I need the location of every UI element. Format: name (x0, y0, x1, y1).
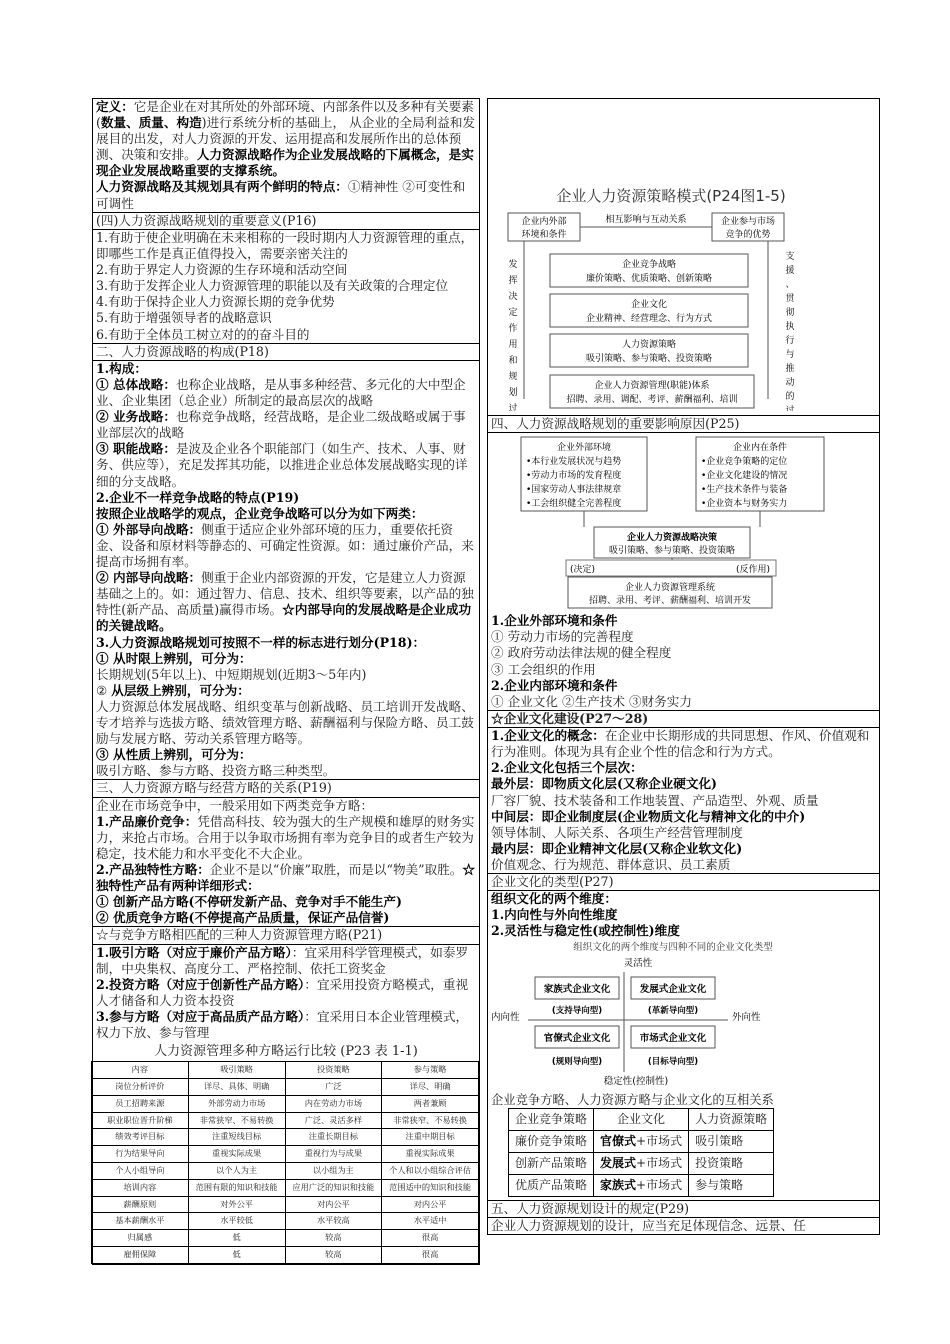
table-cell: 薪酬原则 (92, 1196, 189, 1213)
table-row (92, 1129, 479, 1146)
axis-right-label: 外向性 (732, 1011, 761, 1023)
market-culture-sub: (目标导向型) (647, 1056, 699, 1067)
nature-label: ③ 从性质上辨别，可分为： (96, 747, 252, 763)
advantage-box-line2: 竞争的优势 (725, 230, 771, 240)
side-label-char: 决 (508, 292, 518, 302)
table-cell: 内容 (92, 1062, 189, 1079)
section-title-composition: 二、人力资源战略的构成(P18) (93, 343, 479, 361)
culture-box-text: 企业精神、经营理念、行为方式 (585, 314, 713, 324)
participate-strategy: 3.参与方略（对应于高品质产品方略）：宜采用日本企业管理模式，权力下放、参与管理 (96, 1009, 469, 1041)
market-culture-label: 市场式企业文化 (639, 1032, 707, 1044)
external-env-title: 企业外部环境 (556, 443, 612, 454)
table-row (92, 1112, 479, 1129)
table-cell: 注重中期目标 (382, 1129, 479, 1146)
list-item: 3.有助于发挥企业人力资源管理的职能以及有关政策的合理定位 (96, 278, 449, 294)
side-label-char: 挥 (508, 276, 518, 286)
table-row (92, 1146, 479, 1163)
feature-paragraph: 人力资源战略及其规划具有两个鲜明的特点：①精神性 ②可变性和可调性 (96, 179, 466, 211)
table-cell: 职业职位晋升阶梯 (92, 1112, 189, 1129)
table-cell: 廉价竞争策略 (509, 1130, 594, 1152)
side-label-char: 规 (508, 372, 518, 382)
uniqueness-strategy: 2.产品独特性方略：企业不是以“价廉”取胜，而是以“物美”取胜。☆独特性产品有两种详细形式： (96, 862, 475, 894)
table-cell: 很高 (382, 1230, 479, 1247)
react-label: (反作用) (736, 565, 771, 576)
table-cell: 对外公平 (188, 1196, 285, 1213)
internal-cond-item: •生产技术条件与装备 (701, 485, 788, 496)
table-cell: 对内公平 (382, 1196, 479, 1213)
table-cell: 优质产品策略 (509, 1174, 594, 1196)
invest-strategy: 2.投资方略（对应于创新性产品方略）：宜采用投资方略模式，重视人才储备和人力资本投资 (96, 976, 469, 1008)
table-cell: 范围有限的知识和技能 (188, 1179, 285, 1196)
table-row (509, 1108, 774, 1130)
hr-system-box-text: 招聘、录用、调配、考评、薪酬福利、培训 (566, 395, 738, 405)
table-row (92, 1163, 479, 1180)
attract-strategy: 1.吸引方略（对应于廉价产品方略）：宜采用科学管理模式，如泰罗制，中央集权、高度分工、严格控制、依托工资奖金 (96, 944, 469, 976)
table-cell: 官僚式+市场式 (594, 1130, 689, 1152)
advantage-box-line1: 企业参与市场 (720, 217, 776, 227)
design-text: 企业人力资源规划的设计，应当充足体现信念、远景、任 (491, 1217, 806, 1233)
table-caption: 人力资源管理多种方略运行比较 (P23 表 1-1) (154, 1044, 418, 1060)
list-item: 6.有助于全体员工树立对的的奋斗目的 (96, 326, 310, 342)
table-cell: 以个人为主 (188, 1163, 285, 1180)
side-label-char: 过 (508, 404, 518, 411)
side-label-char: 发 (508, 260, 518, 270)
table-cell: 很高 (382, 1247, 479, 1264)
axis-top-label: 灵活性 (623, 957, 653, 969)
table-cell: 广泛、灵活多样 (285, 1112, 382, 1129)
table-cell: 发展式+市场式 (594, 1152, 689, 1174)
table-cell: 岗位分析评价 (92, 1079, 189, 1096)
family-culture-label: 家族式企业文化 (543, 983, 611, 995)
table-cell: 参与策略 (689, 1174, 774, 1196)
external-env-item: •国家劳动人事法律规章 (526, 485, 622, 496)
internal-cond-item: •企业文化建设的情况 (701, 471, 788, 482)
culture-relation-table (508, 1108, 774, 1197)
time-label: ① 从时限上辨别，可分为： (96, 650, 252, 666)
table-cell: 水平适中 (382, 1213, 479, 1230)
side-label-char: 定 (508, 308, 518, 318)
list-item: 1.有助于使企业明确在未来相称的一段时期内人力资源管理的重点，即哪些工作是真正值得投入，需要亲密关注的 (96, 229, 474, 262)
side-label-char: 彻 (785, 308, 795, 318)
list-item: ① 企业文化 ②生产技术 ③财务实力 (491, 693, 692, 709)
table-cell: 吸引策略 (689, 1130, 774, 1152)
subheading: 2.企业文化包括三个层次： (491, 760, 643, 776)
level-label: ② 从层级上辨别，可分为： (96, 682, 250, 698)
table-cell: 较高 (285, 1230, 382, 1247)
side-label-char: 、 (785, 280, 795, 290)
subheading: 按照企业战略学的观点，企业竞争战略可以分为如下两类： (96, 505, 424, 521)
hr-strategy-box-text: 吸引策略、参与策略、投资策略 (585, 354, 713, 364)
strategy-decision-text: 吸引策略、参与策略、投资策略 (608, 546, 736, 557)
table-cell: 水平较高 (285, 1213, 382, 1230)
table-cell: 培训内容 (92, 1179, 189, 1196)
right-column (487, 98, 880, 1235)
dimension-2: 2.灵活性与稳定性(或控制性)维度 (491, 923, 680, 939)
subheading: 2.企业内部环境和条件 (491, 677, 618, 693)
hr-strategy-box-title: 人力资源策略 (621, 340, 677, 350)
middle-layer-text: 领导体制、人际关系、各项生产经营管理制度 (491, 824, 743, 840)
table-cell: 基本薪酬水平 (92, 1213, 189, 1230)
table-cell: 员工招聘来源 (92, 1095, 189, 1112)
table-cell: 个人和以小组综合评估 (382, 1163, 479, 1180)
section-title-significance: (四)人力资源战略规划的重要意义(P16) (93, 212, 479, 230)
subheading: 3.人力资源战略规划可按照不一样的标志进行划分(P18)： (96, 634, 426, 650)
strategy-decision-title: 企业人力资源战略决策 (626, 533, 718, 544)
axis-bottom-label: 稳定性(控制性) (603, 1075, 669, 1087)
development-culture-label: 发展式企业文化 (639, 983, 707, 995)
table-cell: 投资策略 (285, 1062, 382, 1079)
left-side-label (508, 258, 517, 411)
table-row (92, 1196, 479, 1213)
culture-box-title: 企业文化 (630, 300, 668, 310)
section-title-three-strategies: ☆与竞争方略相匹配的三种人力资源管理方略(P21) (93, 926, 479, 944)
table-cell: 非常狭窄、不易转换 (382, 1112, 479, 1129)
table-row (92, 1213, 479, 1230)
composition-business: ② 业务战略：也称竞争战略，经营战略，是企业二级战略或属于事业部层次的战略 (96, 409, 466, 441)
dimension-1: 1.内向性与外向性维度 (491, 907, 618, 923)
list-item: 4.有助于保持企业人力资源长期的竞争优势 (96, 294, 335, 310)
table-row (509, 1152, 774, 1174)
table-row (92, 1247, 479, 1264)
side-label-char: 的 (785, 392, 795, 402)
table-cell: 家族式+市场式 (594, 1174, 689, 1196)
side-label-char: 援 (785, 266, 795, 276)
axis-left-label: 内向性 (491, 1011, 520, 1023)
time-text: 长期规划(5年以上)、中短期规划(近期3～5年内) (96, 666, 367, 682)
subheading: 2.企业不一样竞争战略的特点(P19) (96, 489, 300, 505)
table-cell: 创新产品策略 (509, 1152, 594, 1174)
left-column (92, 98, 480, 1265)
table-cell: 应用广泛的知识和技能 (285, 1179, 382, 1196)
side-label-char: 执 (785, 322, 795, 332)
table-cell: 企业文化 (594, 1108, 689, 1130)
side-label-char: 划 (508, 388, 518, 398)
table-cell: 行为结果导向 (92, 1146, 189, 1163)
relation-intro: 企业在市场竞争中，一般采用如下两类竞争方略： (96, 797, 374, 813)
side-label-char: 和 (508, 356, 518, 366)
table-cell: 人力资源策略 (689, 1108, 774, 1130)
quality-item: ② 优质竞争方略(不停提高产品质量，保证产品信誉) (96, 910, 390, 926)
hr-mgmt-system-text: 招聘、录用、考评、薪酬福利、培训开发 (588, 596, 752, 607)
factors-diagram (488, 433, 879, 609)
development-culture-sub: (革新导向型) (647, 1005, 699, 1016)
table-row (509, 1130, 774, 1152)
table-cell: 重视实际成果 (382, 1146, 479, 1163)
competition-box-text: 廉价策略、优质策略、创新策略 (585, 274, 713, 284)
table-row (92, 1230, 479, 1247)
section-title-factors: 四、人力资源战略规划的重要影响原因(P25) (488, 415, 879, 433)
internal-cond-title: 企业内在条件 (732, 443, 788, 454)
side-label-char: 过 (785, 406, 795, 411)
external-strategy: ① 外部导向战略：侧重于适应企业外部环境的压力，重要依托资金、设备和原材料等静态的、可确定性资源。如：通过廉价产品，来提高市场拥有率。 (96, 521, 474, 570)
composition-overall: ① 总体战略：也称企业战略，是从事多种经营、多元化的大中型企业、企业集团（总企业）所制定的最高层次的战略 (96, 377, 466, 409)
subheading: 1.企业外部环境和条件 (491, 613, 618, 629)
side-label-char: 作 (508, 324, 518, 334)
subheading: 1.构成： (96, 360, 147, 376)
innovation-item: ① 创新产品方略(不停研发新产品、竞争对手不能生产) (96, 894, 402, 910)
internal-cond-item: •企业资本与财务实力 (701, 499, 788, 510)
outer-layer-label: 最外层：即物质文化层(又称企业硬文化) (491, 776, 718, 792)
culture-types-diagram (488, 940, 879, 1088)
culture-definition: 1.企业文化的概念：在企业中长期形成的共同思想、作风、价值观和行为准则。体现为具有企业个性的信念和行为方式。 (491, 728, 870, 760)
side-label-char: 支 (785, 252, 795, 262)
side-label-char: 贯 (785, 294, 795, 304)
table-cell: 详尽、具体、明确 (188, 1079, 285, 1096)
table-cell: 投资策略 (689, 1152, 774, 1174)
env-box-line2: 环境和条件 (521, 230, 567, 240)
table-row (92, 1062, 479, 1079)
side-label-char: 动 (785, 378, 795, 388)
table-cell: 以小组为主 (285, 1163, 382, 1180)
decide-label: (决定) (570, 565, 596, 576)
list-item: ① 劳动力市场的完善程度 (491, 629, 634, 645)
inner-layer-label: 最内层：即企业精神文化层(又称企业软文化) (491, 840, 743, 856)
nature-text: 吸引方略、参与方略、投资方略三种类型。 (96, 763, 336, 779)
external-env-item: •劳动力市场的发育程度 (526, 471, 622, 482)
table-cell: 内在劳动力市场 (285, 1095, 382, 1112)
table-cell: 非常狭窄、不易转换 (188, 1112, 285, 1129)
table-cell: 对内公平 (285, 1196, 382, 1213)
interaction-label: 相互影响与互动关系 (605, 215, 687, 225)
table-cell: 低 (188, 1230, 285, 1247)
table-cell: 水平较低 (188, 1213, 285, 1230)
table-cell: 低 (188, 1247, 285, 1264)
table-row (92, 1079, 479, 1096)
culture-diagram-title: 组织文化的两个维度与四种不同的企业文化类型 (573, 941, 773, 953)
strategy-comparison-table (91, 1061, 479, 1264)
internal-strategy: ② 内部导向战略：侧重于企业内部资源的开发，它是建立人力资源基础之上的。如：通过智力、信息、技术、组织等要素，以产品的独特性(新产品、高质量)赢得市场。☆内部导向的发展战略是企业成功的关键战略。 (96, 570, 474, 634)
subheading: 组织文化的两个维度： (491, 891, 617, 907)
hr-strategy-model-diagram (488, 99, 879, 411)
table-cell: 范围适中的知识和技能 (382, 1179, 479, 1196)
section-title-design: 五、人力资源规划设计的规定(P29) (488, 1200, 879, 1218)
competition-box-title: 企业竞争战略 (621, 260, 677, 270)
definition-paragraph: 定义：它是企业在对其所处的外部环境、内部条件以及多种有关要素(数量、质量、构造)进行系统分析的基础上， 从企业的全局利益和发展目的出发，对人力资源的开发、运用提高和发展所作出的总体预测、决策和安排。人力资源战略作为企业发展战略的下属概念，是实现企业发展战略重要的支撑系统。 (96, 99, 476, 179)
middle-layer-label: 中间层：即企业制度层(企业物质文化与精神文化的中介) (491, 808, 806, 824)
table-cell: 较高 (285, 1247, 382, 1264)
side-label-char: 行 (785, 336, 795, 346)
bureaucratic-culture-sub: (规则导向型) (551, 1056, 603, 1067)
low-price-competition: 1.产品廉价竞争：凭借高科技、较为强大的生产规模和雄厚的财务实力，来抢占市场。合用于以争取市场拥有率为竞争目的或者生产较为稳定，技术能力和水平变化不大企业。 (96, 813, 475, 861)
level-text: 人力资源总体发展战略、组织变革与创新战略、员工培训开发战略、专才培养与选拔方略、绩效管理方略、薪酬福利与保险方略、员工鼓励与发展方略、劳动关系管理方略等。 (96, 698, 474, 747)
table-cell: 注重短线目标 (188, 1129, 285, 1146)
bureaucratic-culture-label: 官僚式企业文化 (543, 1032, 611, 1044)
list-item: ② 政府劳动法律法规的健全程度 (491, 645, 672, 661)
section-title-culture: ☆企业文化建设(P27～28) (488, 710, 879, 728)
list-item: 5.有助于增强领导者的战略意识 (96, 310, 272, 326)
list-item: ③ 工会组织的作用 (491, 661, 596, 677)
env-box-line1: 企业内外部 (521, 217, 567, 227)
side-label-char: 推 (785, 364, 795, 374)
table-cell: 重视行为与成果 (285, 1146, 382, 1163)
section-title-relation: 三、人力资源方略与经营方略的关系(P19) (93, 779, 479, 797)
table-cell: 外部劳动力市场 (188, 1095, 285, 1112)
table-cell: 参与策略 (382, 1062, 479, 1079)
hr-mgmt-system-title: 企业人力资源管理系统 (624, 583, 716, 594)
table-row (92, 1095, 479, 1112)
hr-system-box-title: 企业人力资源管理(职能)体系 (594, 381, 710, 391)
external-env-item: •工会组织健全完善程度 (526, 499, 622, 510)
table-cell: 归属感 (92, 1230, 189, 1247)
composition-functional: ③ 职能战略：是波及企业各个职能部门（如生产、技术、人事、财务、供应等），充足发挥其功能，以推进企业总体发展战略实现的详细的分支战略。 (96, 441, 468, 489)
table-cell: 个人小组导向 (92, 1163, 189, 1180)
diagram-title: 企业人力资源策略模式(P24图1-5) (556, 187, 786, 205)
side-label-char: 用 (508, 340, 518, 350)
table-row (92, 1179, 479, 1196)
external-env-item: •本行业发展状况与趋势 (526, 457, 622, 468)
side-label-char: 与 (785, 350, 795, 360)
inner-layer-text: 价值观念、行为规范、群体意识、员工素质 (491, 856, 731, 872)
table-row (509, 1174, 774, 1196)
right-side-label (785, 250, 795, 411)
list-item: 2.有助于界定人力资源的生存环境和活动空间 (96, 262, 348, 278)
table-cell: 两者兼顾 (382, 1095, 479, 1112)
table-cell: 注重长期目标 (285, 1129, 382, 1146)
table-cell: 详尽、明确 (382, 1079, 479, 1096)
family-culture-sub: (支持导向型) (551, 1005, 603, 1016)
relation-caption: 企业竞争方略、人力资源方略与企业文化的互相关系 (491, 1092, 774, 1107)
section-title-types: 企业文化的类型(P27) (488, 873, 879, 891)
table-cell: 吸引策略 (188, 1062, 285, 1079)
table-cell: 雇佣保障 (92, 1247, 189, 1264)
table-cell: 广泛 (285, 1079, 382, 1096)
table-cell: 重视实际成果 (188, 1146, 285, 1163)
outer-layer-text: 厂容厂貌、技术装备和工作地装置、产品造型、外观、质量 (491, 792, 819, 808)
internal-cond-item: •企业竞争策略的定位 (701, 457, 788, 468)
table-cell: 企业竞争策略 (509, 1108, 594, 1130)
table-cell: 绩效考评目标 (92, 1129, 189, 1146)
